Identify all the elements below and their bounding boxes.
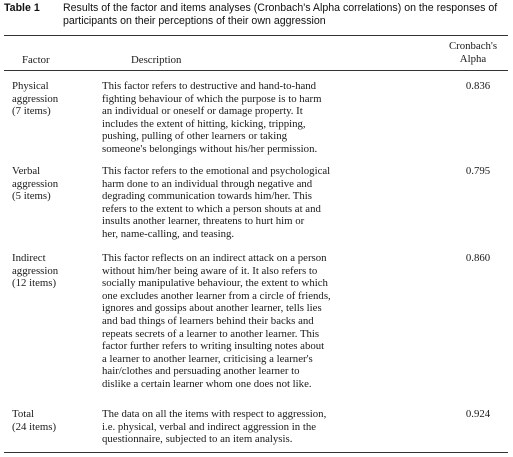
row-description: This factor refers to the emotional and psychological harm done to an individual through negative and degrading communication towards him/her. This refers to the extent to which a person shouts at and insults another learner, threatens to hurt him or her, name-calling, and teasing. (102, 165, 331, 240)
top-rule (4, 35, 508, 36)
header-description: Description (131, 54, 182, 66)
row-description: The data on all the items with respect to aggression, i.e. physical, verbal and indirect aggression in the questionnaire, subjected to an item analysis. (102, 408, 327, 446)
row-factor: Indirect aggression (12 items) (12, 252, 59, 290)
row-factor: Physical aggression (7 items) (12, 80, 59, 118)
row-alpha: 0.860 (465, 252, 491, 264)
bottom-rule (4, 452, 508, 453)
row-alpha: 0.795 (465, 165, 491, 177)
table-label: Table 1 (4, 2, 40, 14)
caption-text: Results of the factor and items analyses (Cronbach's Alpha correlations) on the responses of participants on their perceptions of their own aggression (63, 2, 498, 27)
row-description: This factor reflects on an indirect attack on a person without him/her being aware of it. It also refers to socially manipulative behaviour, the extent to which one excludes another learner from a circle of friends, ignores and gossips about another learner, tells lies and bad things of learners behind their backs and repeats secrets of a learner to another learner. This factor further refers to writing insulting notes about a learner to another learner, criticising a learner's hair/clothes and persuading another learner to dislike a certain learner whom one does not like. (102, 252, 331, 390)
header-alpha: Cronbach's Alpha (448, 40, 498, 65)
header-factor: Factor (22, 54, 50, 66)
row-factor: Verbal aggression (5 items) (12, 165, 59, 203)
row-factor: Total (24 items) (12, 408, 57, 433)
row-description: This factor refers to destructive and hand-to-hand fighting behaviour of which the purpose is to harm an individual or oneself or damage property. It includes the extent of hitting, kicking, tripping, pushing, pulling of other learners or taking someone's belongings without his/her permission. (102, 80, 322, 155)
header-rule (4, 70, 508, 71)
row-alpha: 0.924 (465, 408, 491, 420)
row-alpha: 0.836 (465, 80, 491, 92)
